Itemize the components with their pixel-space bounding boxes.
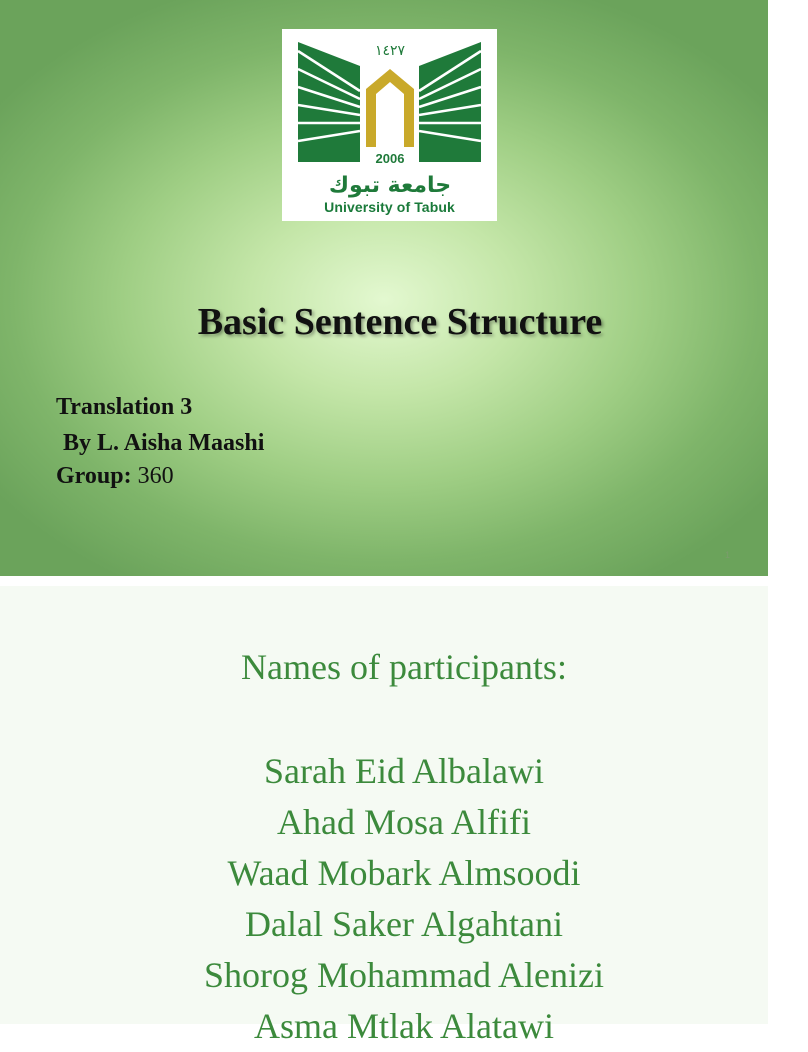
svg-text:جامعة تبوك: جامعة تبوك	[328, 173, 452, 198]
list-item: Shorog Mohammad Alenizi	[204, 955, 604, 995]
logo-emblem-icon	[282, 29, 497, 221]
list-item: Sarah Eid Albalawi	[264, 751, 544, 791]
participants-list	[0, 746, 808, 1052]
list-item: Asma Mtlak Alatawi	[254, 1006, 554, 1046]
svg-text:2006: 2006	[375, 151, 405, 166]
participants-slide	[0, 586, 768, 1046]
svg-text:١٤٢٧: ١٤٢٧	[374, 43, 406, 59]
university-logo	[282, 29, 497, 221]
slide-divider	[0, 576, 768, 586]
author-line: By L. Aisha Maashi	[63, 430, 265, 456]
page-number: 1	[724, 550, 730, 560]
course-name: Translation 3	[56, 394, 193, 420]
group-line	[56, 463, 174, 490]
participants-heading: Names of participants:	[241, 647, 567, 687]
group-value: 360	[137, 463, 174, 489]
slide-title: Basic Sentence Structure	[197, 301, 603, 343]
list-item: Waad Mobark Almsoodi	[227, 853, 581, 893]
group-label: Group:	[56, 463, 132, 489]
list-item: Dalal Saker Algahtani	[245, 904, 563, 944]
list-item: Ahad Mosa Alfifi	[277, 802, 531, 842]
logo-english-name: University of Tabuk	[324, 199, 455, 215]
